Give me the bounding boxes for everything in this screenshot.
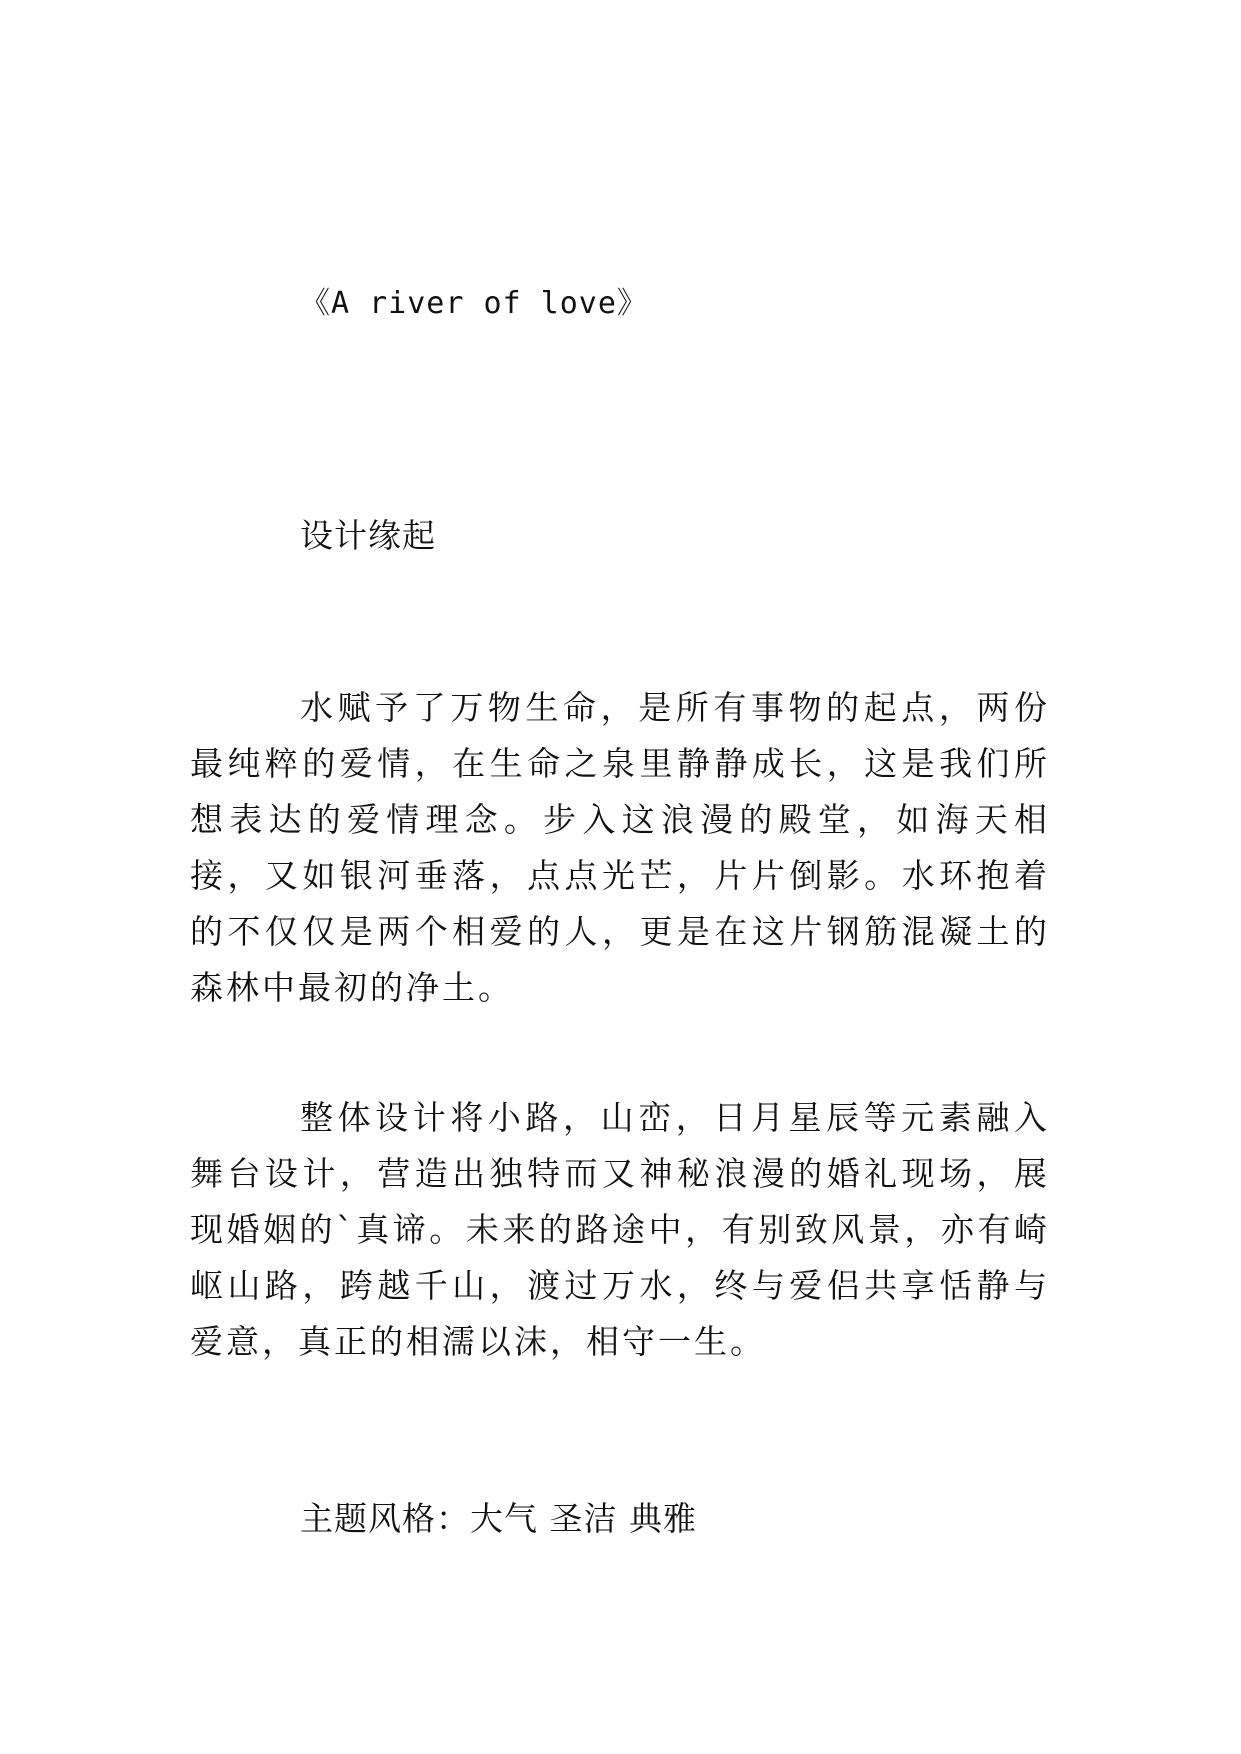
paragraph-design-origin: 水赋予了万物生命，是所有事物的起点，两份最纯粹的爱情，在生命之泉里静静成长，这是我们所想表达的爱情理念。步入这浪漫的殿堂，如海天相接，又如银河垂落，点点光芒，片片倒影。水环抱着的不仅仅是两个相爱的人，更是在这片钢筋混凝土的森林中最初的净土。 bbox=[190, 688, 1050, 1007]
document-title: 《A river of love》 bbox=[300, 286, 648, 321]
theme-style-line: 主题风格：大气 圣洁 典雅 bbox=[300, 1499, 697, 1538]
paragraph-overall-design: 整体设计将小路，山峦，日月星辰等元素融入舞台设计，营造出独特而又神秘浪漫的婚礼现场，展现婚姻的`真谛。未来的路途中，有别致风景，亦有崎岖山路，跨越千山，渡过万水，终与爱侣共享恬静与爱意，真正的相濡以沫，相守一生。 bbox=[190, 1098, 1050, 1361]
section-heading: 设计缘起 bbox=[300, 516, 436, 555]
